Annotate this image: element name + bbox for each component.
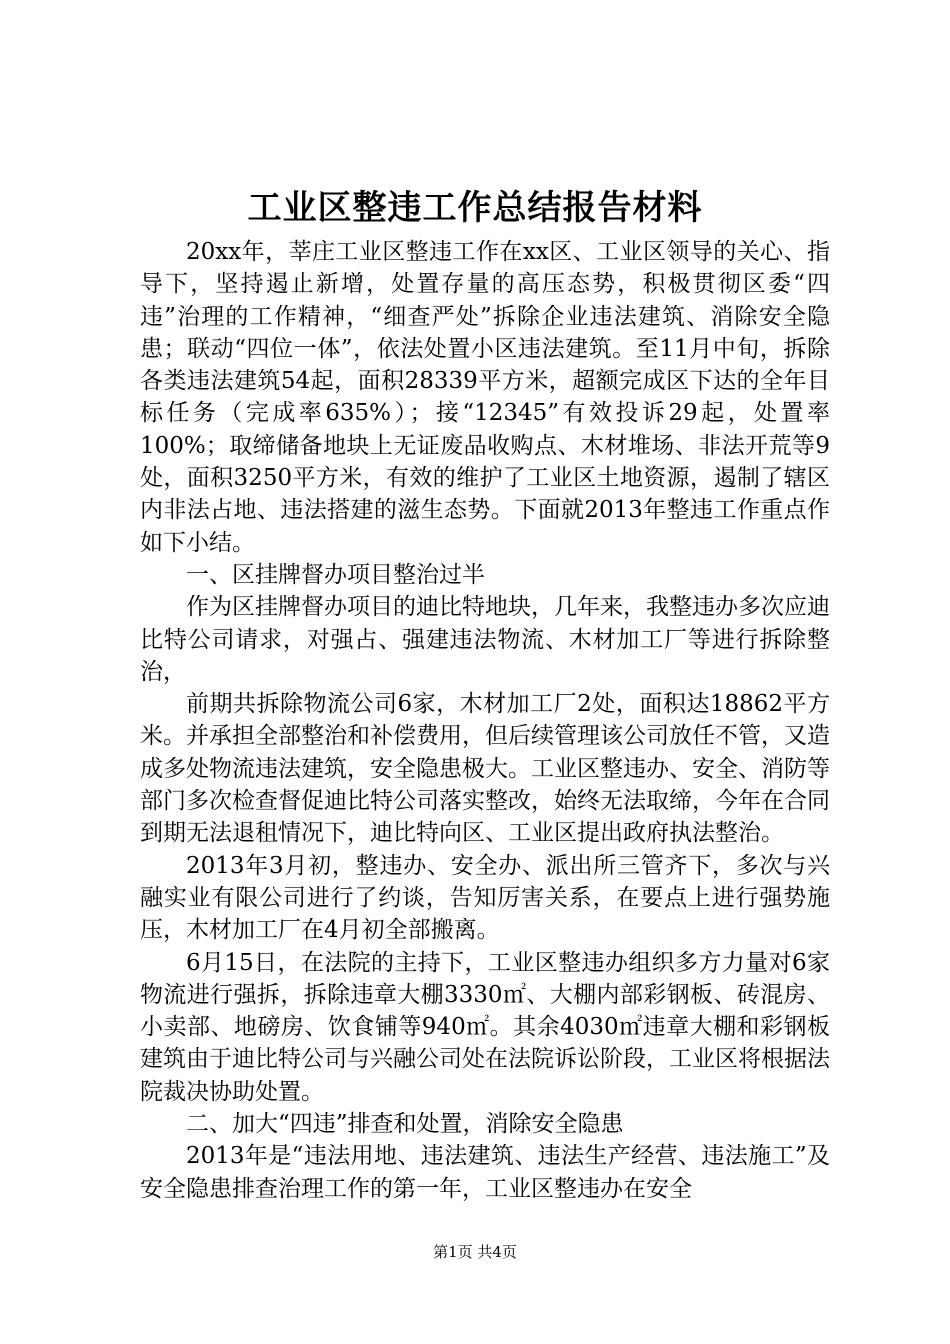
section-heading-1: 一、区挂牌督办项目整治过半 [186,561,485,588]
document-body [140,236,830,1205]
section-heading-2: 二、加大“四违”排查和处置，消除安全隐患 [186,1111,624,1138]
paragraph-intro: 20xx年，莘庄工业区整违工作在xx区、工业区领导的关心、指导下，坚持遏止新增，处置存量的高压态势，积极贯彻区委“四违”治理的工作精神，“细查严处”拆除企业违法建筑、消除安全隐患；联动“四位一体”，依法处置小区违法建筑。至11月中旬，拆除各类违法建筑54起，面积28339平方米，超额完成区下达的全年目标任务（完成率635%）；接“12345”有效投诉29起，处置率100%；取缔储备地块上无证废品收购点、木材堆场、非法开荒等9处，面积3250平方米，有效的维护了工业区土地资源，遏制了辖区内非法占地、违法搭建的滋生态势。下面就2013年整违工作重点作如下小结。 [140,239,830,556]
document-title: 工业区整违工作总结报告材料 [247,188,703,228]
paragraph: 6月15日，在法院的主持下，工业区整违办组织多方力量对6家物流进行强拆，拆除违章大棚3330㎡、大棚内部彩钢板、砖混房、小卖部、地磅房、饮食铺等940㎡。其余4030㎡违章大棚和彩钢板建筑由于迪比特公司与兴融公司处在法院诉讼阶段，工业区将根据法院裁决协助处置。 [140,949,830,1105]
paragraph: 2013年是“违法用地、违法建筑、违法生产经营、违法施工”及安全隐患排查治理工作的第一年，工业区整违办在安全 [140,1143,830,1202]
paragraph: 作为区挂牌督办项目的迪比特地块，几年来，我整违办多次应迪比特公司请求，对强占、强建违法物流、木材加工厂等进行拆除整治， [140,594,830,685]
page-number-footer: 第1页 共4页 [433,1243,517,1261]
paragraph: 2013年3月初，整违办、安全办、派出所三管齐下，多次与兴融实业有限公司进行了约谈，告知厉害关系，在要点上进行强势施压，木材加工厂在4月初全部搬离。 [140,852,830,944]
paragraph: 前期共拆除物流公司6家，木材加工厂2处，面积达18862平方米。并承担全部整治和补偿费用，但后续管理该公司放任不管，又造成多处物流违法建筑，安全隐患极大。工业区整违办、安全、消防等部门多次检查督促迪比特公司落实整改，始终无法取缔，今年在合同到期无法退租情况下，迪比特向区、工业区提出政府执法整治。 [140,691,830,847]
